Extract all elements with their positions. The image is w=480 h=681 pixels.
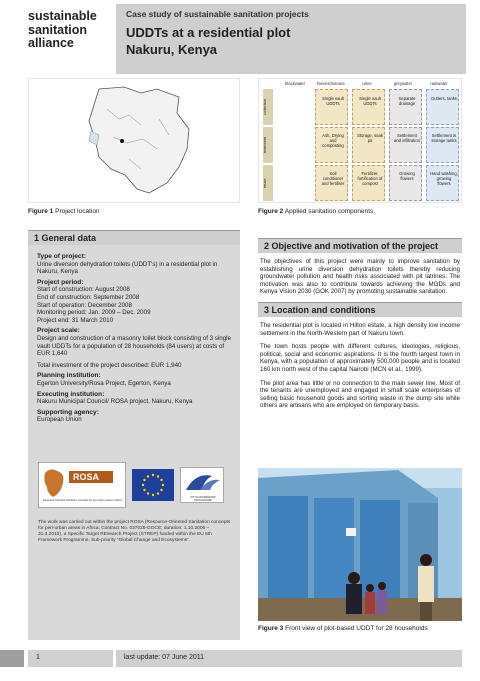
cell-reuse-rainwater: Hand washing, growing flowers [430,171,458,186]
logo-line2: sanitation [28,22,88,37]
cell-collection-rainwater: Gutters, tanks [430,96,458,101]
rosa-logo [38,462,126,508]
col-greywater: greywater [393,81,413,86]
period-label: Project period: [37,278,84,286]
right-column [258,238,462,416]
period-line: Start of construction: August 2008 [37,286,130,294]
cell-reuse-urine: Fertilizer, fortification of compost [357,171,383,186]
period-line: Project end: 31 March 2010 [37,316,114,324]
kenya-map [28,78,240,203]
rosa-footnote: The work was carried out within the project ROSA (Resource-Oriented Sanitation concepts for peri-urban areas in Africa; Contract No. 037025-GOCE; duration: 1.10.2006 – 31.3.2010), a Specific Target REsearch Project (STREP) funded within the EU 6th Framework Programme, Sub-priority "Global Change and Ecosystems". [38,520,231,543]
case-study-label: Case study of sustainable sanitation projects [126,9,309,19]
cell-treatment-faeces: Ash, Drying and composting [322,133,344,148]
investment-text: Total investment of the project described: EUR 1,940 [37,361,182,369]
partner-logos [38,460,233,510]
scale-label: Project scale: [37,327,80,335]
figure2-caption: Figure 2 Applied sanitation components [258,208,374,215]
row-collection: collection [263,89,273,125]
col-rainwater: rainwater [430,81,448,86]
rosa-logo-text: ROSA [73,472,100,482]
figure1-caption: Figure 1 Project location [28,208,100,215]
logo-line1: sustainable [28,9,97,23]
planning-text: Egerton University/Rosa Project, Egerton, Kenya [37,379,171,387]
last-update: last update: 07 June 2011 [116,650,462,667]
sixth-framework-label: SIXTH FRAMEWORK PROGRAMME [190,496,216,502]
uddt-photo [258,468,462,621]
rosa-logo-sub: Resource-Oriented Sanitation concepts for peri-urban areas in Africa [43,499,122,502]
cell-collection-greywater: Separate drainage [398,96,416,106]
ssa-logo [28,10,113,51]
period-line: Monitoring period: Jan. 2009 – Dec. 2009 [37,309,151,317]
cell-treatment-rainwater: Settlement in storage tanks [431,133,457,143]
row-treatment: treatment [263,127,273,163]
planning-label: Planning institution: [37,372,101,380]
header-band [116,4,466,74]
figure3-caption: Figure 3 Front view of plot-based UDDT for 28 households [258,625,428,632]
location-paragraph-2: The town hosts people with different cultures, ideologies, religious, political, social and economic aspirations. It is the fourth largest town in Kenya, with a population of approximately 500,000 people and is located 160 km north west of the capital Nairobi (MCN et al., 1999). [260,343,460,373]
agency-text: European Union [37,416,82,424]
row-reuse: reuse [263,165,273,201]
location-title: 3 Location and conditions [258,302,462,317]
sanitation-components-matrix [258,78,462,203]
col-urine: urine [362,81,372,86]
sixth-framework-logo [180,467,224,503]
cell-collection-urine: Single vault UDDTs [359,96,381,106]
period-line: End of construction: September 2008 [37,293,140,301]
cell-treatment-urine: Storage, soak pit [357,133,383,143]
location-paragraph-1: The residential plot is located in Hilton estate, a high density low income settlement in the North-Western part of Nakuru town. [260,321,460,337]
location-paragraph-3: The pilot area has little or no connection to the main sewer line. Most of the tenants are unemployed and engaged in small scale enterprises of selling basic household goods and sorting waste in the dump site while others are artisans who are employed on temporary basis. [260,379,460,410]
page-subtitle: Nakuru, Kenya [126,42,218,57]
cell-reuse-greywater: Growing flowers [399,171,415,181]
agency-label: Supporting agency: [37,408,99,416]
col-faeces: faeces/manure [317,81,345,86]
period-line: Start of operation: December 2008 [37,301,132,309]
objective-title: 2 Objective and motivation of the project [258,238,462,253]
executing-text: Nakuru Municipal Council/ ROSA project, Nakuru, Kenya [37,398,193,406]
col-blackwater: blackwater [284,81,305,86]
objective-text: The objectives of this project were mainly to improve sanitation by establishing urine diversion dehydration toilets thereby reducing groundwater pollution and health risks associated with pit latrines. The motivation was also to contribute towards achieving the MGDs and Kenya Vision 2030 (GOK 2007) by promoting sustainable sanitation. [260,258,460,296]
scale-text: Design and construction of a masonry toilet block consisting of 3 single vault UDDTs for a population of 28 households (84 users) at costs of EUR 1,640 [37,334,231,358]
cell-reuse-faeces: Soil conditioner and fertiliser [321,171,345,186]
executing-label: Executing institution: [37,390,105,398]
logo-line3: alliance [28,36,74,50]
eu-flag-icon [132,469,174,501]
footer-strip [0,650,24,667]
cell-treatment-greywater: Settlement and infiltration [393,133,421,143]
type-text: Urine diversion dehydration toilets (UDDT's) in a residential plot in Nakuru, Kenya [37,260,218,276]
page-title: UDDTs at a residential plot [126,25,291,40]
page-number: 1 [28,650,113,667]
cell-collection-faeces: Single vault UDDTs [322,96,344,106]
page-footer [28,650,462,667]
general-data-title: 1 General data [28,230,240,245]
general-data-box [28,230,240,640]
type-label: Type of project: [37,253,86,260]
